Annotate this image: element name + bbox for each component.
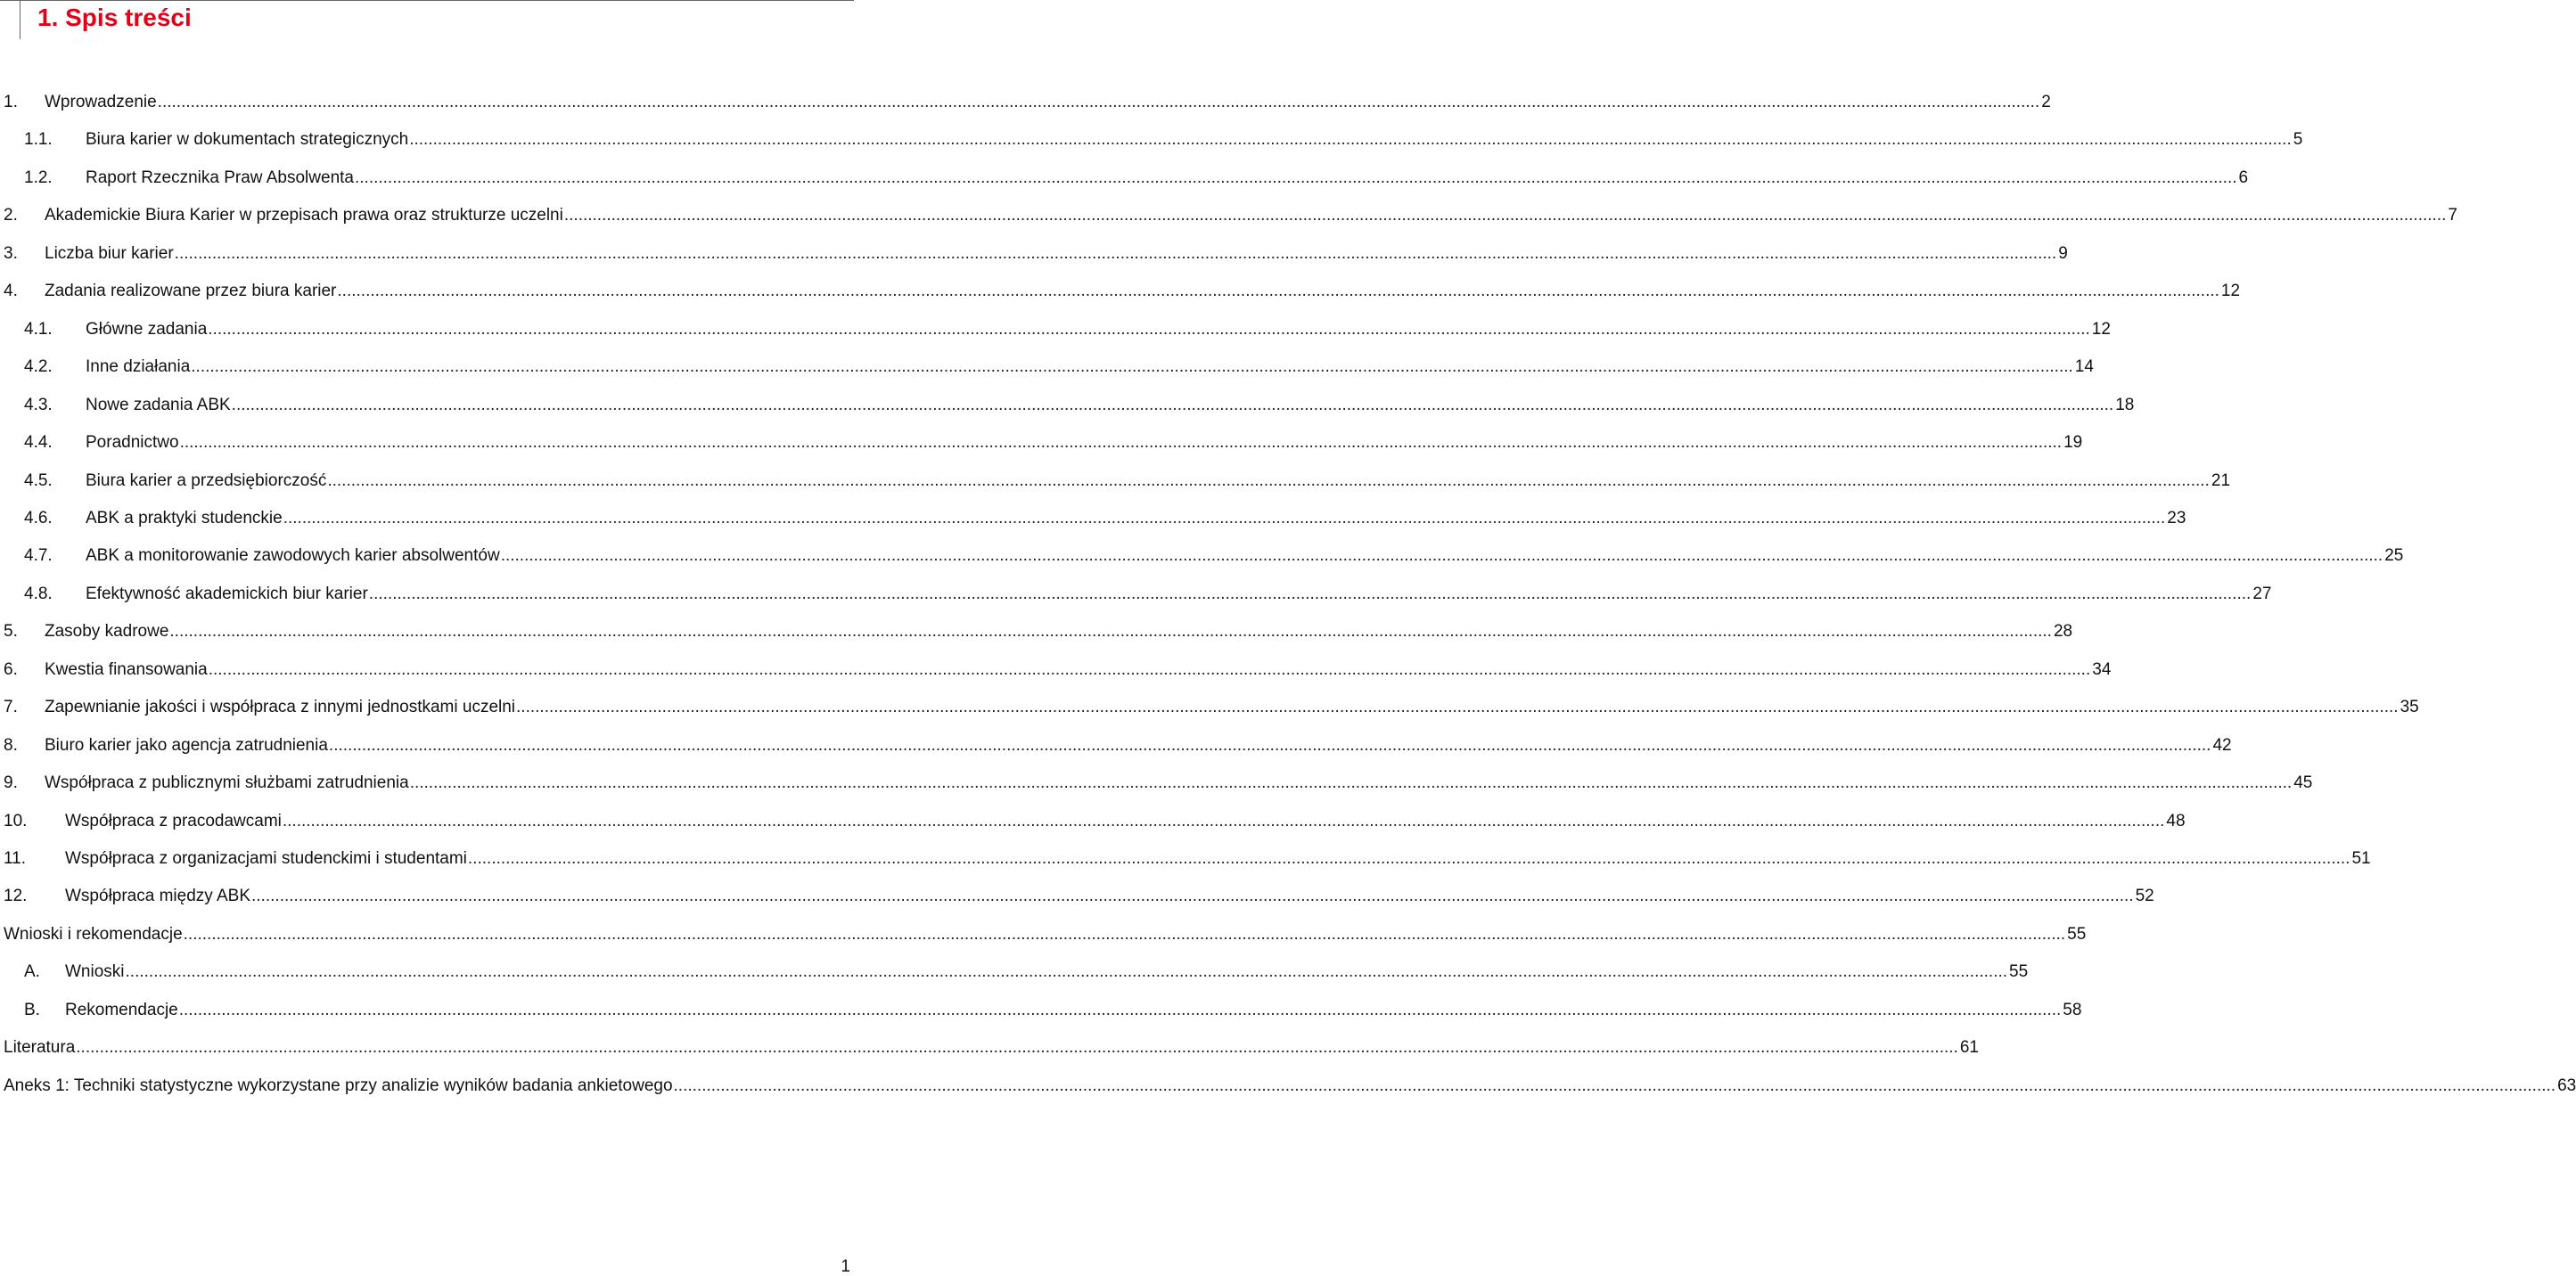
toc-entry-number: 2. [4, 206, 18, 225]
toc-entry[interactable] [0, 922, 2087, 947]
toc-entry-page: 19 [2063, 433, 2083, 453]
toc-entry[interactable] [0, 90, 2051, 115]
toc-entry-page: 48 [2166, 811, 2186, 830]
toc-entry-label: Biura karier w dokumentach strategicznych [86, 127, 408, 152]
toc-entry-page: 14 [2074, 357, 2094, 377]
toc-entry-number: 4.8. [24, 584, 53, 603]
toc-entry-page: 45 [2293, 773, 2313, 793]
toc-entry-number: 8. [4, 735, 18, 755]
toc-entry-page: 12 [2220, 282, 2241, 301]
toc-entry-label: Współpraca z publicznymi służbami zatrudnienia [45, 771, 409, 796]
header-rule-left [0, 0, 20, 1]
toc-entry-label: Rekomendacje [65, 998, 178, 1023]
toc-entry-page: 34 [2092, 659, 2112, 679]
toc-entry[interactable] [0, 127, 2303, 152]
toc-entry-number: 3. [4, 243, 18, 263]
toc-dot-leader: ................................................................................................................................................................................................................................................................................................................................................................................................................ [409, 773, 2293, 793]
toc-dot-leader: ................................................................................................................................................................................................................................................................................................................................................................................................................ [516, 698, 2399, 717]
toc-entry-label: Zasoby kadrowe [45, 619, 168, 644]
toc-entry[interactable] [0, 733, 2232, 758]
toc-entry[interactable] [0, 279, 2241, 304]
toc-entry-page: 28 [2053, 622, 2073, 642]
toc-dot-leader: ................................................................................................................................................................................................................................................................................................................................................................................................................ [354, 168, 2237, 187]
page-header [0, 0, 856, 39]
toc-entry-number: B. [24, 1000, 40, 1019]
toc-entry-label: Kwestia finansowania [45, 658, 208, 683]
toc-dot-leader: ................................................................................................................................................................................................................................................................................................................................................................................................................ [76, 1038, 1958, 1058]
toc-dot-leader: ................................................................................................................................................................................................................................................................................................................................................................................................................ [368, 584, 2252, 603]
toc-entry-label: Inne działania [86, 355, 190, 380]
toc-entry-page: 5 [2293, 130, 2303, 150]
toc-entry[interactable] [0, 1074, 2576, 1099]
toc-entry-label: Biura karier a przedsiębiorczość [86, 469, 326, 494]
toc-dot-leader: ................................................................................................................................................................................................................................................................................................................................................................................................................ [208, 659, 2091, 679]
header-divider [20, 0, 21, 39]
toc-entry-number: 4.4. [24, 433, 53, 453]
toc-entry[interactable] [0, 544, 2404, 568]
toc-entry[interactable] [0, 809, 2186, 834]
toc-entry-number: 9. [4, 773, 18, 793]
toc-entry[interactable] [0, 960, 2029, 985]
toc-entry[interactable] [0, 506, 2186, 531]
toc-dot-leader: ................................................................................................................................................................................................................................................................................................................................................................................................................ [673, 1076, 2556, 1095]
toc-dot-leader: ................................................................................................................................................................................................................................................................................................................................................................................................................ [563, 206, 2447, 225]
toc-entry-number: 4.1. [24, 319, 53, 339]
toc-entry[interactable] [0, 884, 2154, 909]
toc-entry-number: 12. [4, 887, 28, 906]
toc-entry-number: 4.5. [24, 470, 53, 490]
toc-entry-label: Współpraca z pracodawcami [65, 809, 282, 834]
toc-entry-page: 21 [2211, 470, 2231, 490]
page-title: 1. Spis treści [37, 4, 192, 31]
toc-dot-leader: ................................................................................................................................................................................................................................................................................................................................................................................................................ [282, 811, 2165, 830]
toc-entry-page: 7 [2448, 206, 2457, 225]
toc-dot-leader: ................................................................................................................................................................................................................................................................................................................................................................................................................ [500, 546, 2383, 566]
toc-entry-page: 2 [2041, 93, 2051, 111]
toc-entry-number: 11. [4, 849, 27, 868]
toc-entry-label: Liczba biur karier [45, 241, 174, 266]
toc-entry-page: 55 [2067, 924, 2087, 944]
toc-entry-number: 4.2. [24, 357, 53, 377]
toc-dot-leader: ................................................................................................................................................................................................................................................................................................................................................................................................................ [125, 962, 2008, 982]
toc-dot-leader: ................................................................................................................................................................................................................................................................................................................................................................................................................ [174, 243, 2057, 263]
toc-entry-number: 4.3. [24, 395, 53, 414]
toc-entry[interactable] [0, 847, 2371, 871]
toc-entry[interactable] [0, 317, 2111, 342]
toc-entry-page: 18 [2115, 395, 2135, 414]
toc-dot-leader: ................................................................................................................................................................................................................................................................................................................................................................................................................ [157, 93, 2040, 111]
toc-entry-number: 6. [4, 659, 18, 679]
toc-entry[interactable] [0, 771, 2313, 796]
toc-entry-number: A. [24, 962, 40, 982]
toc-dot-leader: ................................................................................................................................................................................................................................................................................................................................................................................................................ [409, 130, 2292, 150]
toc-entry-page: 9 [2058, 243, 2068, 263]
toc-entry-page: 52 [2135, 887, 2154, 906]
toc-dot-leader: ................................................................................................................................................................................................................................................................................................................................................................................................................ [208, 319, 2090, 339]
toc-entry-label: Biuro karier jako agencja zatrudnienia [45, 733, 328, 758]
toc-entry[interactable] [0, 166, 2249, 191]
toc-entry-page: 51 [2351, 849, 2371, 868]
toc-entry-label: Efektywność akademickich biur karier [86, 582, 368, 607]
toc-entry-page: 63 [2557, 1076, 2576, 1095]
toc-entry-page: 61 [1959, 1038, 1979, 1058]
toc-dot-leader: ................................................................................................................................................................................................................................................................................................................................................................................................................ [328, 735, 2211, 755]
toc-entry-number: 4.7. [24, 546, 53, 566]
toc-entry[interactable] [0, 430, 2083, 455]
toc-entry[interactable] [0, 355, 2094, 380]
toc-entry[interactable] [0, 1035, 1979, 1060]
page-number: 1 [841, 1257, 850, 1276]
toc-entry-number: 10. [4, 811, 28, 830]
toc-dot-leader: ................................................................................................................................................................................................................................................................................................................................................................................................................ [169, 622, 2052, 642]
toc-dot-leader: ................................................................................................................................................................................................................................................................................................................................................................................................................ [231, 395, 2114, 414]
toc-entry-label: Nowe zadania ABK [86, 393, 231, 418]
toc-entry[interactable] [0, 658, 2112, 683]
toc-entry-label: Raport Rzecznika Praw Absolwenta [86, 166, 354, 191]
toc-entry-label: Aneks 1: Techniki statystyczne wykorzystane przy analizie wyników badania ankietowego [4, 1074, 673, 1099]
toc-dot-leader: ................................................................................................................................................................................................................................................................................................................................................................................................................ [251, 887, 2134, 906]
toc-entry-number: 7. [4, 698, 18, 717]
toc-entry-number: 4.6. [24, 508, 53, 528]
toc-entry-label: Współpraca między ABK [65, 884, 250, 909]
toc-dot-leader: ................................................................................................................................................................................................................................................................................................................................................................................................................ [327, 470, 2210, 490]
toc-dot-leader: ................................................................................................................................................................................................................................................................................................................................................................................................................ [467, 849, 2350, 868]
toc-entry-page: 58 [2063, 1000, 2082, 1019]
toc-dot-leader: ................................................................................................................................................................................................................................................................................................................................................................................................................ [337, 282, 2219, 301]
toc-entry-number: 1. [4, 93, 18, 111]
toc-dot-leader: ................................................................................................................................................................................................................................................................................................................................................................................................................ [178, 1000, 2062, 1019]
toc-entry-label: Współpraca z organizacjami studenckimi i studentami [65, 847, 467, 871]
toc-entry[interactable] [0, 469, 2231, 494]
toc-entry-page: 35 [2400, 698, 2419, 717]
toc-dot-leader: ................................................................................................................................................................................................................................................................................................................................................................................................................ [183, 924, 2066, 944]
toc-entry[interactable] [0, 695, 2419, 720]
toc-entry-number: 1.2. [24, 168, 53, 187]
toc-entry[interactable] [0, 998, 2082, 1023]
toc-entry-label: Zadania realizowane przez biura karier [45, 279, 336, 304]
toc-entry-label: Zapewnianie jakości i współpraca z innymi jednostkami uczelni [45, 695, 515, 720]
toc-entry-label: Literatura [4, 1035, 75, 1060]
toc-dot-leader: ................................................................................................................................................................................................................................................................................................................................................................................................................ [283, 508, 2166, 528]
toc-entry-number: 4. [4, 282, 18, 301]
toc-entry-label: Główne zadania [86, 317, 207, 342]
toc-entry-label: Wnioski i rekomendacje [4, 922, 183, 947]
toc-entry-label: Wnioski [65, 960, 125, 985]
toc-entry[interactable] [0, 582, 2272, 607]
toc-entry-label: ABK a praktyki studenckie [86, 506, 283, 531]
toc-entry-page: 55 [2009, 962, 2029, 982]
toc-entry[interactable] [0, 203, 2457, 228]
toc-entry-page: 27 [2252, 584, 2272, 603]
toc-entry[interactable] [0, 393, 2135, 418]
toc-entry-page: 12 [2091, 319, 2111, 339]
toc-dot-leader: ................................................................................................................................................................................................................................................................................................................................................................................................................ [191, 357, 2073, 377]
toc-entry-label: Poradnictwo [86, 430, 179, 455]
toc-entry-label: Akademickie Biura Karier w przepisach prawa oraz strukturze uczelni [45, 203, 563, 228]
toc-entry[interactable] [0, 619, 2073, 644]
toc-entry-page: 25 [2384, 546, 2404, 566]
toc-entry-page: 42 [2212, 735, 2232, 755]
toc-entry-label: ABK a monitorowanie zawodowych karier absolwentów [86, 544, 500, 568]
toc-entry-number: 5. [4, 622, 18, 642]
toc-entry[interactable] [0, 241, 2068, 266]
toc-entry-page: 23 [2167, 508, 2186, 528]
toc-entry-number: 1.1. [24, 130, 53, 150]
toc-entry-page: 6 [2238, 168, 2249, 187]
header-rule [20, 0, 854, 1]
toc-entry-label: Wprowadzenie [45, 90, 157, 115]
toc-dot-leader: ................................................................................................................................................................................................................................................................................................................................................................................................................ [179, 433, 2063, 453]
